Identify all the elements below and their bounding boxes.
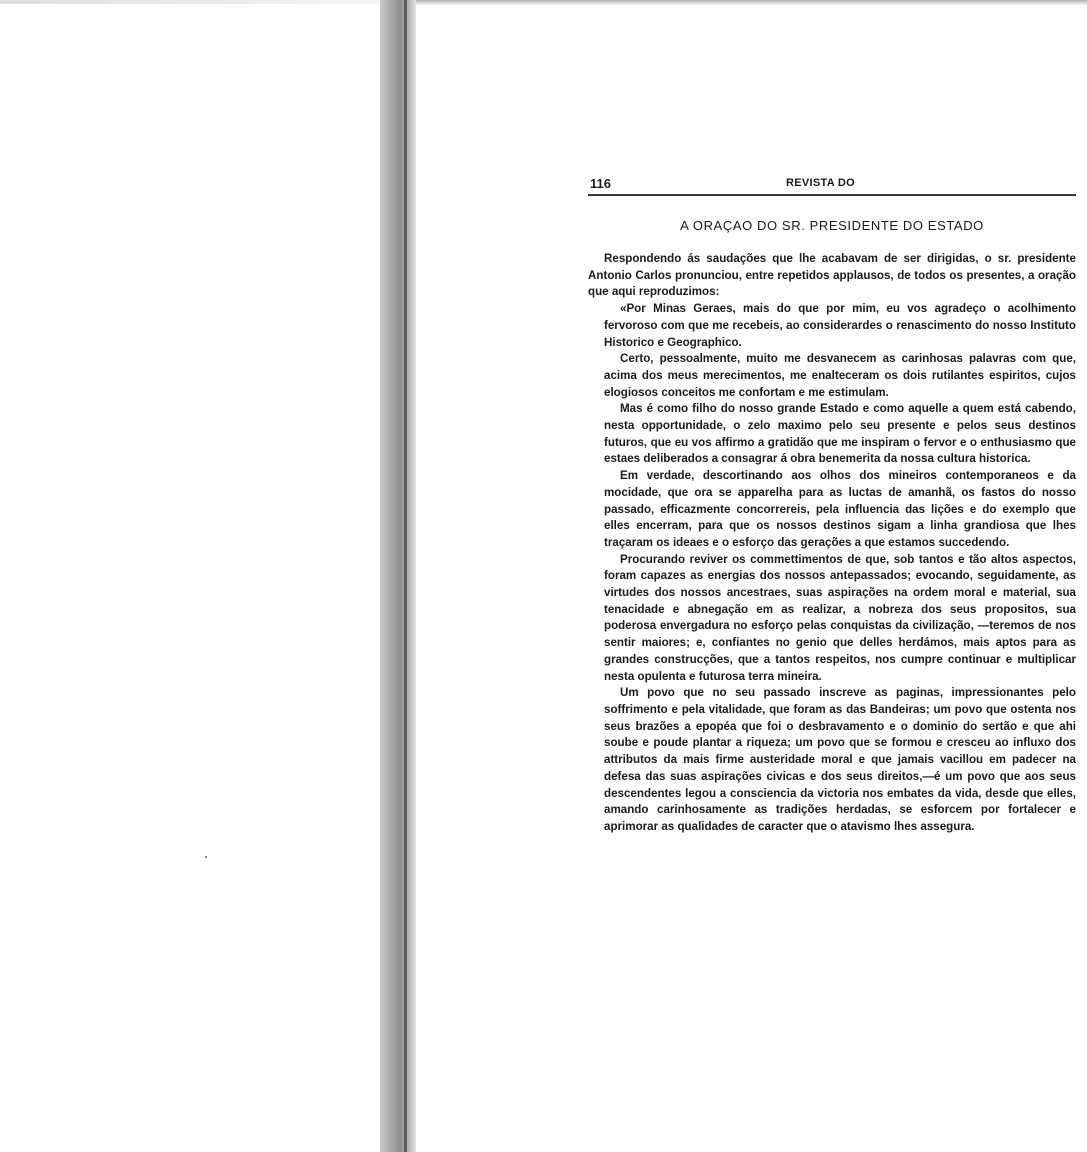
speech-paragraph: Procurando reviver os commettimentos de que, sob tantos e tão altos aspectos, foram capazes as energias dos nossos antepassados; evocando, seguidamente, as virtudes dos nossos ancestraes, suas aspirações na ordem moral e material, sua tenacidade e abnegação em as realizar, a nobreza dos seus propositos, sua poderosa envergadura no esforço pelas conquistas da civilização, —teremos de nos sentir maiores; e, confiantes no genio que delles herdámos, mais aptos para as grandes construcções, que a tantos respeitos, nos cumpre continuar e multiplicar nesta opulenta e futurosa terra mineira.	[604, 552, 1076, 683]
journal-title: REVISTA DO	[786, 177, 856, 189]
book-spine-gutter	[380, 0, 416, 1152]
speech-paragraph: «Por Minas Geraes, mais do que por mim, eu vos agradeço o acolhimento fervoroso com que me recebeis, ao considerardes o renascimento do nosso Instituto Historico e Geographico.	[604, 302, 1076, 349]
book-page	[588, 176, 1076, 836]
speech-paragraph: Mas é como filho do nosso grande Estado e como aquelle a quem está cabendo, nesta opportunidade, o zelo maximo pelo seu presente e pelos seus destinos futuros, que eu vos affirmo a gratidão que me inspiram o fervor e o enthusiasmo que estaes deliberados a consagrar á obra benemerita da nossa cultura historica.	[604, 402, 1076, 466]
page-number: 116	[590, 176, 611, 191]
running-head	[588, 176, 1076, 196]
book-spine-line	[404, 0, 407, 1152]
speech-block	[588, 301, 1076, 836]
speech-paragraph: Certo, pessoalmente, muito me desvanecem as carinhosas palavras com que, acima dos meus merecimentos, me enalteceram os dois rutilantes espiritos, cujos elogiosos conceitos me confortam e me estimulam.	[604, 352, 1076, 399]
scan-top-edge-left	[0, 0, 380, 4]
scan-speck	[205, 856, 207, 858]
scan-top-edge	[380, 0, 1087, 5]
speech-paragraph: Um povo que no seu passado inscreve as paginas, impressionantes pelo soffrimento e pela vitalidade, que foram as das Bandeiras; um povo que ostenta nos seus brazões a epopéa que foi o desbravamento e o dominio do sertão e que ahi soube e poude plantar a riqueza; um povo que se formou e cresceu ao influxo dos attributos da mais firme austeridade moral e que jamais vacillou em padecer na defesa das suas aspirações civicas e dos seus direitos,—é um povo que aos seus descendentes legou a consciencia da victoria nos embates da vida, desde que elles, amando carinhosamente as tradições herdadas, se esforcem por fortalecer e aprimorar as qualidades de caracter que o atavismo lhes assegura.	[604, 686, 1076, 833]
article-title: A ORAÇAO DO SR. PRESIDENTE DO ESTADO	[680, 218, 984, 233]
intro-paragraph: Respondendo ás saudações que lhe acabavam de ser dirigidas, o sr. presidente Antonio Carlos pronunciou, entre repetidos applausos, de todos os presentes, a oração que aqui reproduzimos:	[588, 252, 1076, 299]
speech-paragraph: Em verdade, descortinando aos olhos dos mineiros contemporaneos e da mocidade, que ora se apparelha para as luctas de amanhã, os fastos do nosso passado, efficazmente concorrereis, pela influencia das lições e do exemplo que elles encerram, para que os nossos destinos sigam a linha grandiosa que lhes traçaram os ideaes e o esforço das gerações a que estamos succedendo.	[604, 469, 1076, 549]
